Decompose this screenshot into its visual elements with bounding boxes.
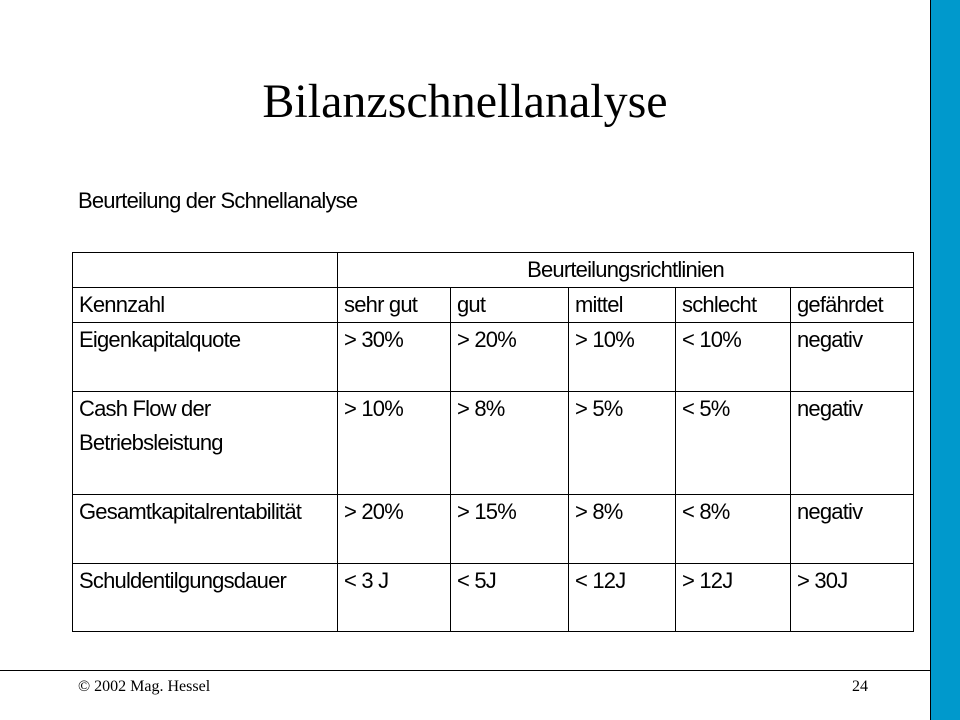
- column-header: gut: [451, 288, 569, 323]
- table-cell: negativ: [791, 392, 914, 495]
- table-cell: > 12J: [676, 564, 791, 632]
- row-label: Eigenkapitalquote: [73, 323, 338, 392]
- empty-header-cell: [73, 253, 338, 288]
- column-header: gefährdet: [791, 288, 914, 323]
- table-row: [73, 495, 914, 564]
- table-cell: < 10%: [676, 323, 791, 392]
- table-cell: > 30J: [791, 564, 914, 632]
- row-label: [73, 392, 338, 495]
- table-cell: > 15%: [451, 495, 569, 564]
- table-cell: < 5%: [676, 392, 791, 495]
- side-accent-bar: [930, 0, 960, 720]
- table-row: [73, 392, 914, 495]
- column-header: sehr gut: [338, 288, 451, 323]
- table-cell: > 10%: [569, 323, 676, 392]
- group-header: Beurteilungsrichtlinien: [338, 253, 914, 288]
- column-header: mittel: [569, 288, 676, 323]
- table-cell: > 20%: [338, 495, 451, 564]
- table-cell: < 3 J: [338, 564, 451, 632]
- column-header: Kennzahl: [73, 288, 338, 323]
- table-cell: > 8%: [569, 495, 676, 564]
- table-cell: > 20%: [451, 323, 569, 392]
- table-cell: negativ: [791, 323, 914, 392]
- slide-title: Bilanzschnellanalyse: [262, 75, 668, 128]
- table-cell: negativ: [791, 495, 914, 564]
- table-row: [73, 323, 914, 392]
- table-cell: < 12J: [569, 564, 676, 632]
- row-label: Gesamtkapitalrentabilität: [73, 495, 338, 564]
- row-label-line: Betriebsleistung: [79, 430, 223, 455]
- column-header: schlecht: [676, 288, 791, 323]
- row-label: Schuldentilgungsdauer: [73, 564, 338, 632]
- table-cell: > 10%: [338, 392, 451, 495]
- row-label-line: Cash Flow der: [79, 396, 211, 421]
- table-cell: > 30%: [338, 323, 451, 392]
- table-cell: < 8%: [676, 495, 791, 564]
- page-number: 24: [852, 678, 868, 695]
- table-cell: < 5J: [451, 564, 569, 632]
- footer-copyright: © 2002 Mag. Hessel: [78, 678, 211, 695]
- table-cell: > 8%: [451, 392, 569, 495]
- table-row: [73, 564, 914, 632]
- assessment-table: [72, 252, 914, 632]
- slide-subtitle: Beurteilung der Schnellanalyse: [78, 188, 358, 213]
- table-cell: > 5%: [569, 392, 676, 495]
- footer-divider: [0, 670, 930, 671]
